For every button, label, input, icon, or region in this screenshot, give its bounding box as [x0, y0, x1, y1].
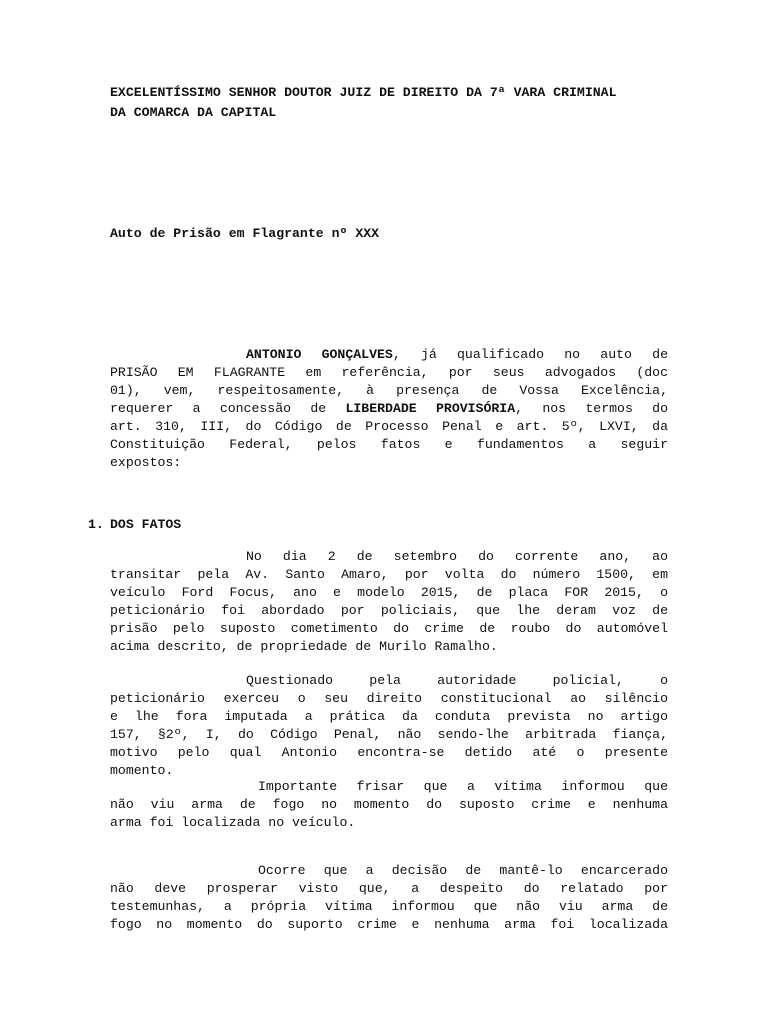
p1-line-4: peticionário foi abordado por policiais, que lhe deram voz de	[110, 603, 668, 618]
intro-line-4-c: , nos termos do	[515, 401, 668, 416]
intro-line-7: expostos:	[110, 455, 182, 470]
p4-line-2: não deve prosperar visto que, a despeito do relatado por	[110, 881, 668, 896]
p2-line-3: e lhe fora imputada a prática da conduta prevista no artigo	[110, 709, 668, 724]
intro-line-1	[246, 346, 668, 364]
intro-line-5: art. 310, III, do Código de Processo Penal e art. 5º, LXVI, da	[110, 419, 668, 434]
intro-line-3: 01), vem, respeitosamente, à presença de Vossa Excelência,	[110, 383, 668, 398]
section-number: 1.	[88, 517, 104, 532]
p1-line-3: veículo Ford Focus, ano e modelo 2015, de placa FOR 2015, o	[110, 585, 668, 600]
intro-line-1-rest: , já qualificado no auto de	[392, 347, 668, 362]
intro-line-4	[110, 400, 668, 418]
p3-line-1: Importante frisar que a vítima informou que	[258, 779, 668, 794]
p2-line-1: Questionado pela autoridade policial, o	[246, 673, 668, 688]
p2-line-4: 157, §2º, I, do Código Penal, não sendo-lhe arbitrada fiança,	[110, 727, 668, 742]
case-reference: Auto de Prisão em Flagrante nº XXX	[110, 226, 380, 241]
addressee-line-1: EXCELENTÍSSIMO SENHOR DOUTOR JUIZ DE DIREITO DA 7ª VARA CRIMINAL	[110, 85, 617, 100]
section-title: DOS FATOS	[110, 517, 182, 532]
intro-line-2: PRISÃO EM FLAGRANTE em referência, por seus advogados (doc	[110, 365, 668, 380]
p4-line-4: fogo no momento do suporto crime e nenhuma arma foi localizada	[110, 917, 668, 932]
liberdade-provisoria: LIBERDADE PROVISÓRIA	[345, 401, 516, 416]
addressee-line-2: DA COMARCA DA CAPITAL	[110, 105, 277, 120]
p3-line-3: arma foi localizada no veículo.	[110, 815, 356, 830]
p1-line-5: prisão pelo suposto cometimento do crime de roubo do automóvel	[110, 621, 668, 636]
p2-line-6: momento.	[110, 763, 174, 778]
petitioner-name: ANTONIO GONÇALVES	[246, 347, 393, 362]
intro-line-4-a: requerer a concessão de	[110, 401, 346, 416]
p2-line-5: motivo pelo qual Antonio encontra-se detido até o presente	[110, 745, 668, 760]
p3-line-2: não viu arma de fogo no momento do suposto crime e nenhuma	[110, 797, 668, 812]
p4-line-3: testemunhas, a própria vítima informou que não viu arma de	[110, 899, 668, 914]
intro-line-6: Constituição Federal, pelos fatos e fundamentos a seguir	[110, 437, 668, 452]
p1-line-6: acima descrito, de propriedade de Murilo Ramalho.	[110, 639, 498, 654]
p1-line-1: No dia 2 de setembro do corrente ano, ao	[246, 549, 668, 564]
p4-line-1: Ocorre que a decisão de mantê-lo encarcerado	[258, 863, 668, 878]
p2-line-2: peticionário exerceu o seu direito constitucional ao silêncio	[110, 691, 668, 706]
p1-line-2: transitar pela Av. Santo Amaro, por volta do número 1500, em	[110, 567, 668, 582]
